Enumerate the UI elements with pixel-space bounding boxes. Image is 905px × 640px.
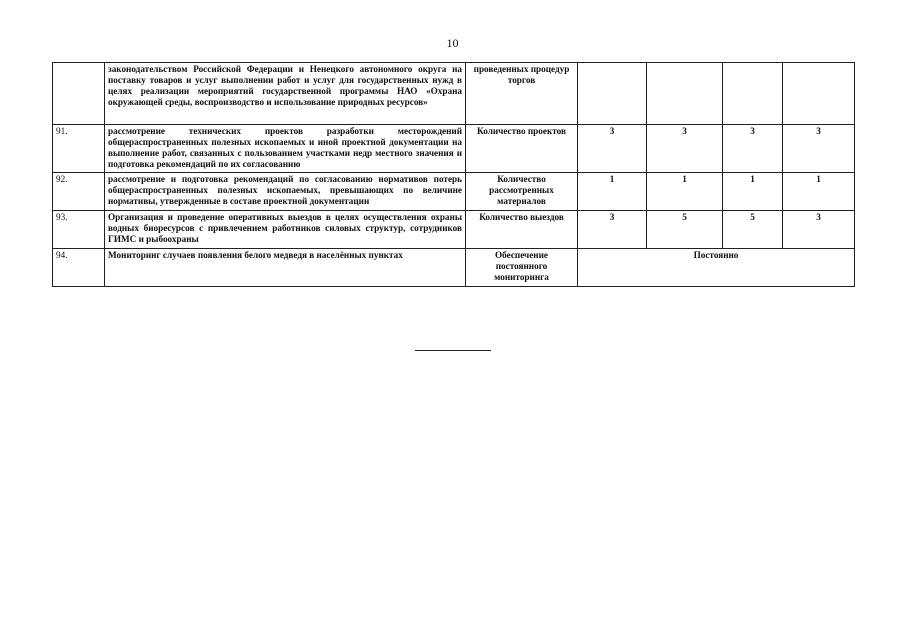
row-number: 91. <box>53 125 105 173</box>
row-value: 3 <box>647 125 723 173</box>
row-number <box>53 63 105 125</box>
row-value: 5 <box>723 211 783 249</box>
table-row <box>53 211 855 249</box>
row-value <box>578 63 647 125</box>
row-description: рассмотрение технических проектов разработки месторождений общераспространенных полезных ископаемых и иной проектной документации на выполнение работ, связанных с пользованием участками недр местного значения и подготовка рекомендаций по их согласованию <box>105 125 466 173</box>
row-value: 5 <box>647 211 723 249</box>
row-description: Мониторинг случаев появления белого медведя в населённых пунктах <box>105 249 466 287</box>
measures-table <box>52 62 855 287</box>
row-value <box>783 63 855 125</box>
page-number: 10 <box>446 36 459 50</box>
row-value: 1 <box>578 173 647 211</box>
end-rule <box>415 350 491 351</box>
row-value: 3 <box>723 125 783 173</box>
row-value: 1 <box>647 173 723 211</box>
row-unit: проведенных процедур торгов <box>466 63 578 125</box>
table-row <box>53 63 855 125</box>
row-number: 92. <box>53 173 105 211</box>
row-value: 3 <box>578 125 647 173</box>
row-value: 1 <box>783 173 855 211</box>
row-value: 3 <box>783 125 855 173</box>
row-value: 1 <box>723 173 783 211</box>
row-unit: Количество проектов <box>466 125 578 173</box>
row-value <box>647 63 723 125</box>
row-description: законодательством Российской Федерации и Ненецкого автономного округа на поставку товаров и услуг выполнении работ и услуг для государственных нужд в целях реализации мероприятий государственной программы НАО «Охрана окружающей среды, воспроизводство и использование природных ресурсов» <box>105 63 466 125</box>
row-value <box>723 63 783 125</box>
row-number: 94. <box>53 249 105 287</box>
row-unit: Количество рассмотренных материалов <box>466 173 578 211</box>
row-span-value: Постоянно <box>578 249 855 287</box>
row-number: 93. <box>53 211 105 249</box>
table-row <box>53 173 855 211</box>
table-row <box>53 125 855 173</box>
row-value: 3 <box>578 211 647 249</box>
row-value: 3 <box>783 211 855 249</box>
table-row <box>53 249 855 287</box>
row-description: рассмотрение и подготовка рекомендаций по согласованию нормативов потерь общераспространенных полезных ископаемых, превышающих по величине нормативы, утвержденные в составе проектной документации <box>105 173 466 211</box>
row-unit: Обеспечение постоянного мониторинга <box>466 249 578 287</box>
row-description: Организация и проведение оперативных выездов в целях осуществления охраны водных биоресурсов с привлечением работников силовых структур, сотрудников ГИМС и рыбоохраны <box>105 211 466 249</box>
row-unit: Количество выездов <box>466 211 578 249</box>
